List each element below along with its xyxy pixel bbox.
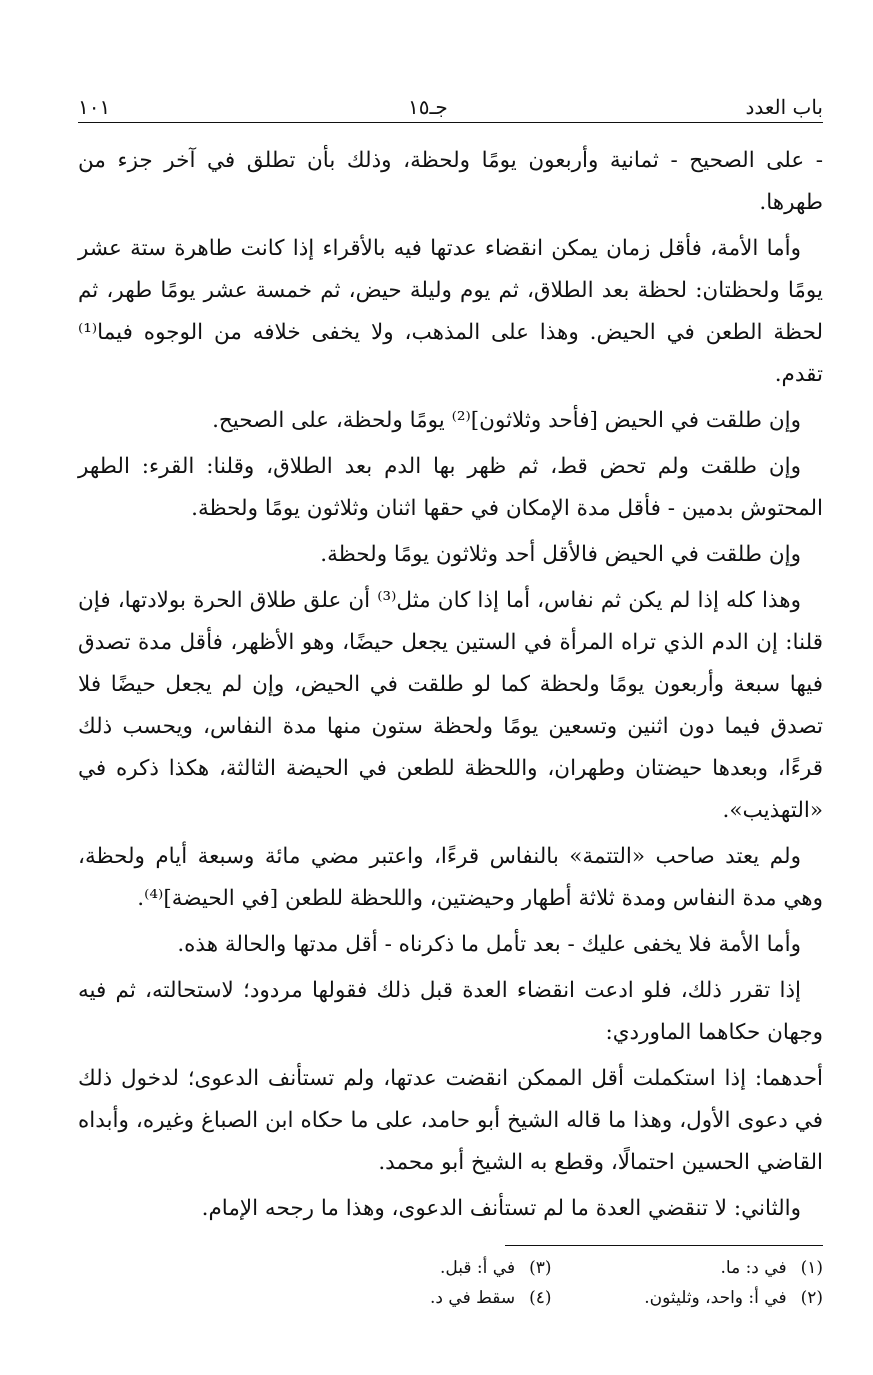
footnote-text: في د: ما. [720,1258,787,1278]
footnote-number: (٣) [529,1258,552,1278]
paragraph: - على الصحيح - ثمانية وأربعون يومًا ولحظة، وذلك بأن تطلق في آخر جزء من طهرها. [78,148,823,215]
paragraph: وأما الأمة فلا يخفى عليك - بعد تأمل ما ذكرناه - أقل مدتها والحالة هذه. [177,932,801,957]
body-text [78,140,823,1234]
header-rule [78,122,823,123]
paragraph: ولم يعتد صاحب «التتمة» بالنفاس قرءًا، واعتبر مضي مائة وسبعة أيام ولحظة، وهي مدة النفاس ومدة ثلاثة أطهار وحيضتين، واللحظة للطعن [في الحيضة]⁽⁴⁾. [78,844,823,911]
paragraph: أحدهما: إذا استكملت أقل الممكن انقضت عدتها، ولم تستأنف الدعوى؛ لدخول ذلك في دعوى الأول، وهذا ما قاله الشيخ أبو حامد، على ما حكاه ابن الصباغ وغيره، وأبداه القاضي الحسين احتمالًا، وقطع به الشيخ أبو محمد. [78,1066,823,1175]
footnote-text: في أ: قبل. [439,1258,516,1278]
paragraph: وإن طلقت في الحيض فالأقل أحد وثلاثون يومًا ولحظة. [320,542,801,567]
footnote-rule [505,1245,823,1246]
volume-label: جـ١٥ [407,95,448,119]
footnote [572,1255,824,1281]
footnote [300,1255,552,1281]
page-number: ١٠١ [78,95,111,119]
paragraph: إذا تقرر ذلك، فلو ادعت انقضاء العدة قبل ذلك فقولها مردود؛ لاستحالته، ثم فيه وجهان حكاهما الماوردي: [78,978,823,1045]
footnote [300,1285,552,1311]
footnotes [300,1255,823,1311]
paragraph: وأما الأمة، فأقل زمان يمكن انقضاء عدتها فيه بالأقراء إذا كانت طاهرة ستة عشر يومًا ولحظتان: لحظة بعد الطلاق، ثم يوم وليلة حيض، ثم خمسة عشر يومًا طهر، ثم لحظة الطعن في الحيض. وهذا على المذهب، ولا يخفى خلافه من الوجوه فيما⁽¹⁾ تقدم. [78,236,823,387]
footnote-text: في أ: واحد، وثليثون. [644,1288,787,1308]
paragraph: وهذا كله إذا لم يكن ثم نفاس، أما إذا كان مثل⁽³⁾ أن علق طلاق الحرة بولادتها، فإن قلنا: إن الدم الذي تراه المرأة في الستين يجعل حيضًا، وهو الأظهر، فأقل مدة تصدق فيها سبعة وأربعون يومًا ولحظة كما لو طلقت في الحيض، وإن لم يجعل حيضًا فلا تصدق فيما دون اثنين وتسعين يومًا ولحظة ستون منها مدة النفاس، ويحسب ذلك قرءًا، وبعدها حيضتان وطهران، واللحظة للطعن في الحيضة الثالثة، هكذا ذكره في «التهذيب». [78,588,823,823]
footnote-number: (١) [800,1258,823,1278]
running-header [78,88,823,120]
footnote-number: (٢) [800,1288,823,1308]
paragraph: وإن طلقت في الحيض [فأحد وثلاثون]⁽²⁾ يومًا ولحظة، على الصحيح. [212,408,801,433]
footnote-text: سقط في د. [430,1288,516,1308]
paragraph: والثاني: لا تنقضي العدة ما لم تستأنف الدعوى، وهذا ما رجحه الإمام. [201,1196,801,1221]
footnote-number: (٤) [529,1288,552,1308]
paragraph: وإن طلقت ولم تحض قط، ثم ظهر بها الدم بعد الطلاق، وقلنا: القرء: الطهر المحتوش بدمين - فأقل مدة الإمكان في حقها اثنان وثلاثون يومًا ولحظة. [78,454,823,521]
footnote [572,1285,824,1311]
chapter-title: باب العدد [745,95,823,119]
